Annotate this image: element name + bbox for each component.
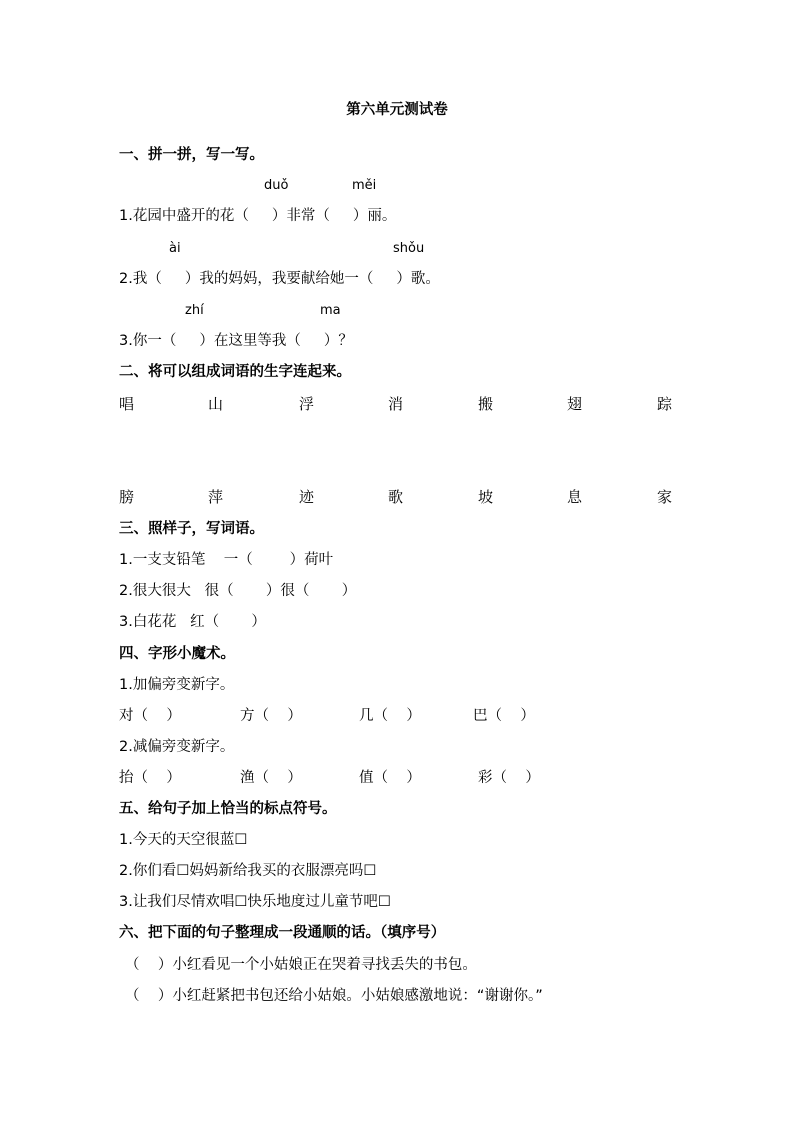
section5-heading: 五、给句子加上恰当的标点符号。 <box>119 801 337 817</box>
question-3-3: 3.白花花 红（ ） <box>119 614 266 630</box>
remove-char-3: 值（ ） <box>359 770 421 786</box>
question-6-2: （ ）小红赶紧把书包还给小姑娘。小姑娘感激地说：“谢谢你。” <box>125 988 543 1004</box>
question-1-3: 3.你一（ ）在这里等我（ ）？ <box>119 333 353 349</box>
remove-char-1: 抬（ ） <box>119 770 181 786</box>
question-6-1: （ ）小红看见一个小姑娘正在哭着寻找丢失的书包。 <box>125 957 477 973</box>
question-5-1: 1.今天的天空很蓝☐ <box>119 832 248 848</box>
page-title: 第六单元测试卷 <box>346 102 448 118</box>
match-top-1[interactable]: 唱 <box>119 395 135 413</box>
match-bottom-7[interactable]: 家 <box>657 488 673 506</box>
match-bottom-2[interactable]: 萍 <box>208 488 224 506</box>
question-1-1: 1.花园中盛开的花（ ）非常（ ）丽。 <box>119 208 397 224</box>
pinyin-zhi: zhí <box>185 303 204 318</box>
question-5-2: 2.你们看☐妈妈新给我买的衣服漂亮吗☐ <box>119 863 377 879</box>
question-3-1: 1.一支支铅笔 一（ ）荷叶 <box>119 552 334 568</box>
match-bottom-3[interactable]: 迹 <box>299 488 315 506</box>
match-bottom-6[interactable]: 息 <box>567 488 583 506</box>
match-bottom-1[interactable]: 膀 <box>119 488 135 506</box>
match-top-7[interactable]: 踪 <box>657 395 673 413</box>
add-char-2: 方（ ） <box>240 708 302 724</box>
question-3-2: 2.很大很大 很（ ）很（ ） <box>119 583 357 599</box>
section2-heading: 二、将可以组成词语的生字连起来。 <box>119 364 351 380</box>
remove-char-2: 渔（ ） <box>240 770 302 786</box>
add-char-1: 对（ ） <box>119 708 181 724</box>
remove-char-4: 彩（ ） <box>478 770 540 786</box>
section4-heading: 四、字形小魔术。 <box>119 646 235 662</box>
match-bottom-5[interactable]: 坡 <box>478 488 494 506</box>
add-char-4: 巴（ ） <box>473 708 535 724</box>
question-1-2: 2.我（ ）我的妈妈，我要献给她一（ ）歌。 <box>119 271 440 287</box>
section4-sub1: 1.加偏旁变新字。 <box>119 677 235 693</box>
match-top-5[interactable]: 搬 <box>478 395 494 413</box>
pinyin-ai: ài <box>169 241 181 256</box>
match-top-4[interactable]: 消 <box>388 395 404 413</box>
section4-sub2: 2.减偏旁变新字。 <box>119 739 235 755</box>
section6-heading: 六、把下面的句子整理成一段通顺的话。（填序号） <box>119 925 446 941</box>
section3-heading: 三、照样子，写词语。 <box>119 521 264 537</box>
match-top-2[interactable]: 山 <box>208 395 224 413</box>
pinyin-duo: duǒ <box>264 178 289 193</box>
question-5-3: 3.让我们尽情欢唱☐快乐地度过儿童节吧☐ <box>119 894 391 910</box>
section1-heading: 一、拼一拼，写一写。 <box>119 147 264 163</box>
pinyin-mei: měi <box>352 178 377 193</box>
match-top-3[interactable]: 浮 <box>299 395 315 413</box>
add-char-3: 几（ ） <box>359 708 421 724</box>
pinyin-ma: ma <box>320 303 341 318</box>
match-top-6[interactable]: 翅 <box>567 395 583 413</box>
pinyin-shou: shǒu <box>393 241 425 256</box>
match-bottom-4[interactable]: 歌 <box>388 488 404 506</box>
